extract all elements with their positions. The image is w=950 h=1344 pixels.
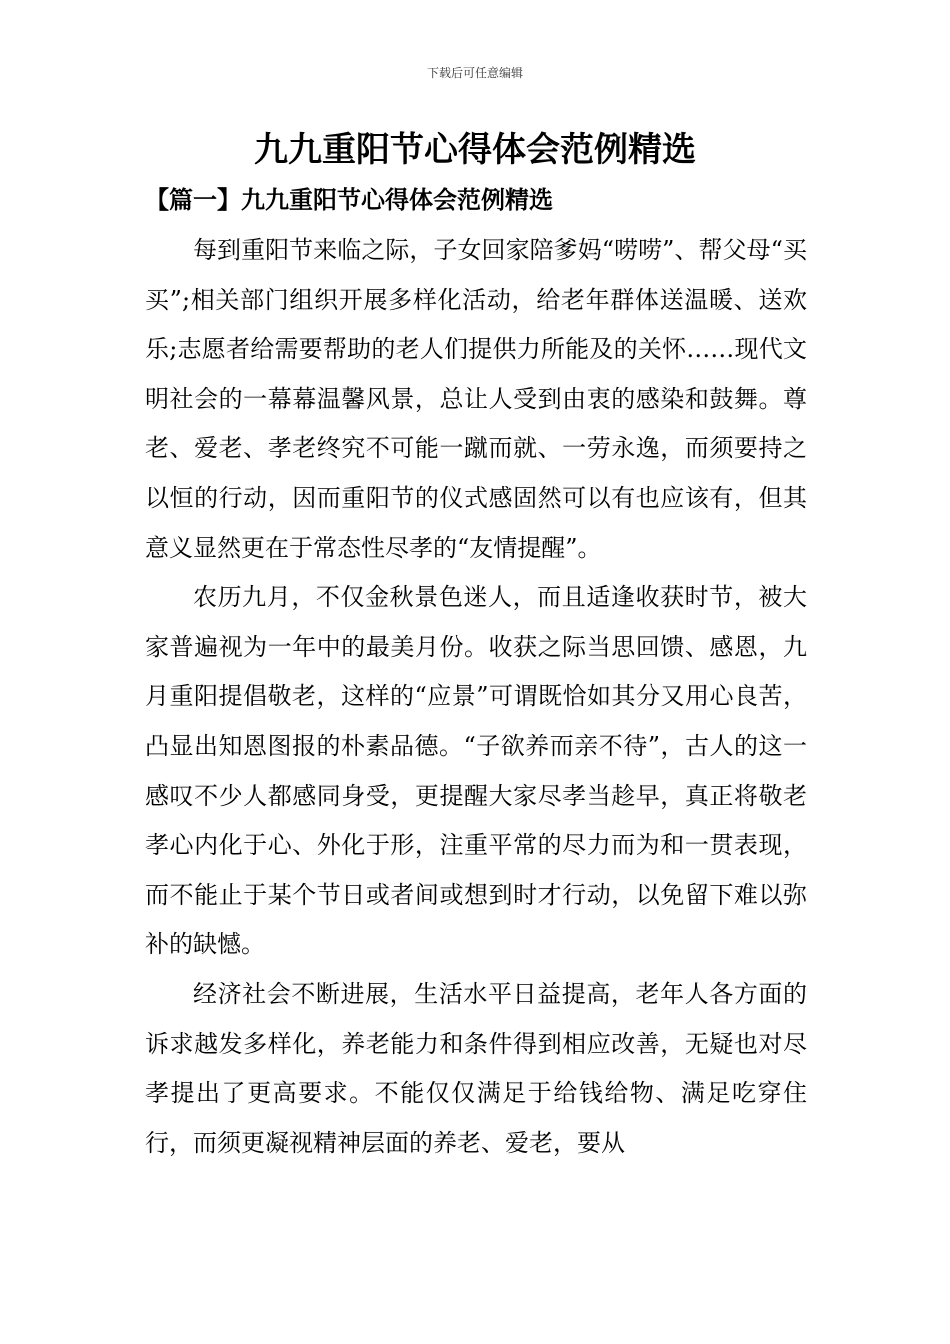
body-text: [145, 226, 807, 1168]
paragraph: 农历九月，不仅金秋景色迷人，而且适逢收获时节，被大家普遍视为一年中的最美月份。收获之际当思回馈、感恩，九月重阳提倡敬老，这样的“应景”可谓既恰如其分又用心良苦，凸显出知恩图报的朴素品德。“子欲养而亲不待”，古人的这一感叹不少人都感同身受，更提醒大家尽孝当趁早，真正将敬老孝心内化于心、外化于形，注重平常的尽力而为和一贯表现，而不能止于某个节日或者间或想到时才行动，以免留下难以弥补的缺憾。: [145, 583, 807, 959]
section-heading: 【篇一】九九重阳节心得体会范例精选: [145, 185, 553, 214]
document-title: 九九重阳节心得体会范例精选: [254, 130, 696, 170]
paragraph: 每到重阳节来临之际，子女回家陪爹妈“唠唠”、帮父母“买买”;相关部门组织开展多样化活动，给老年群体送温暖、送欢乐;志愿者给需要帮助的老人们提供力所能及的关怀……现代文明社会的一幕幕温馨风景，总让人受到由衷的感染和鼓舞。尊老、爱老、孝老终究不可能一蹴而就、一劳永逸，而须要持之以恒的行动，因而重阳节的仪式感固然可以有也应该有，但其意义显然更在于常态性尽孝的“友情提醒”。: [145, 236, 807, 562]
paragraph: 经济社会不断进展，生活水平日益提高，老年人各方面的诉求越发多样化，养老能力和条件得到相应改善，无疑也对尽孝提出了更高要求。不能仅仅满足于给钱给物、满足吃穿住行，而须更凝视精神层面的养老、爱老，要从: [145, 979, 807, 1157]
header-note: 下载后可任意编辑: [426, 66, 523, 80]
